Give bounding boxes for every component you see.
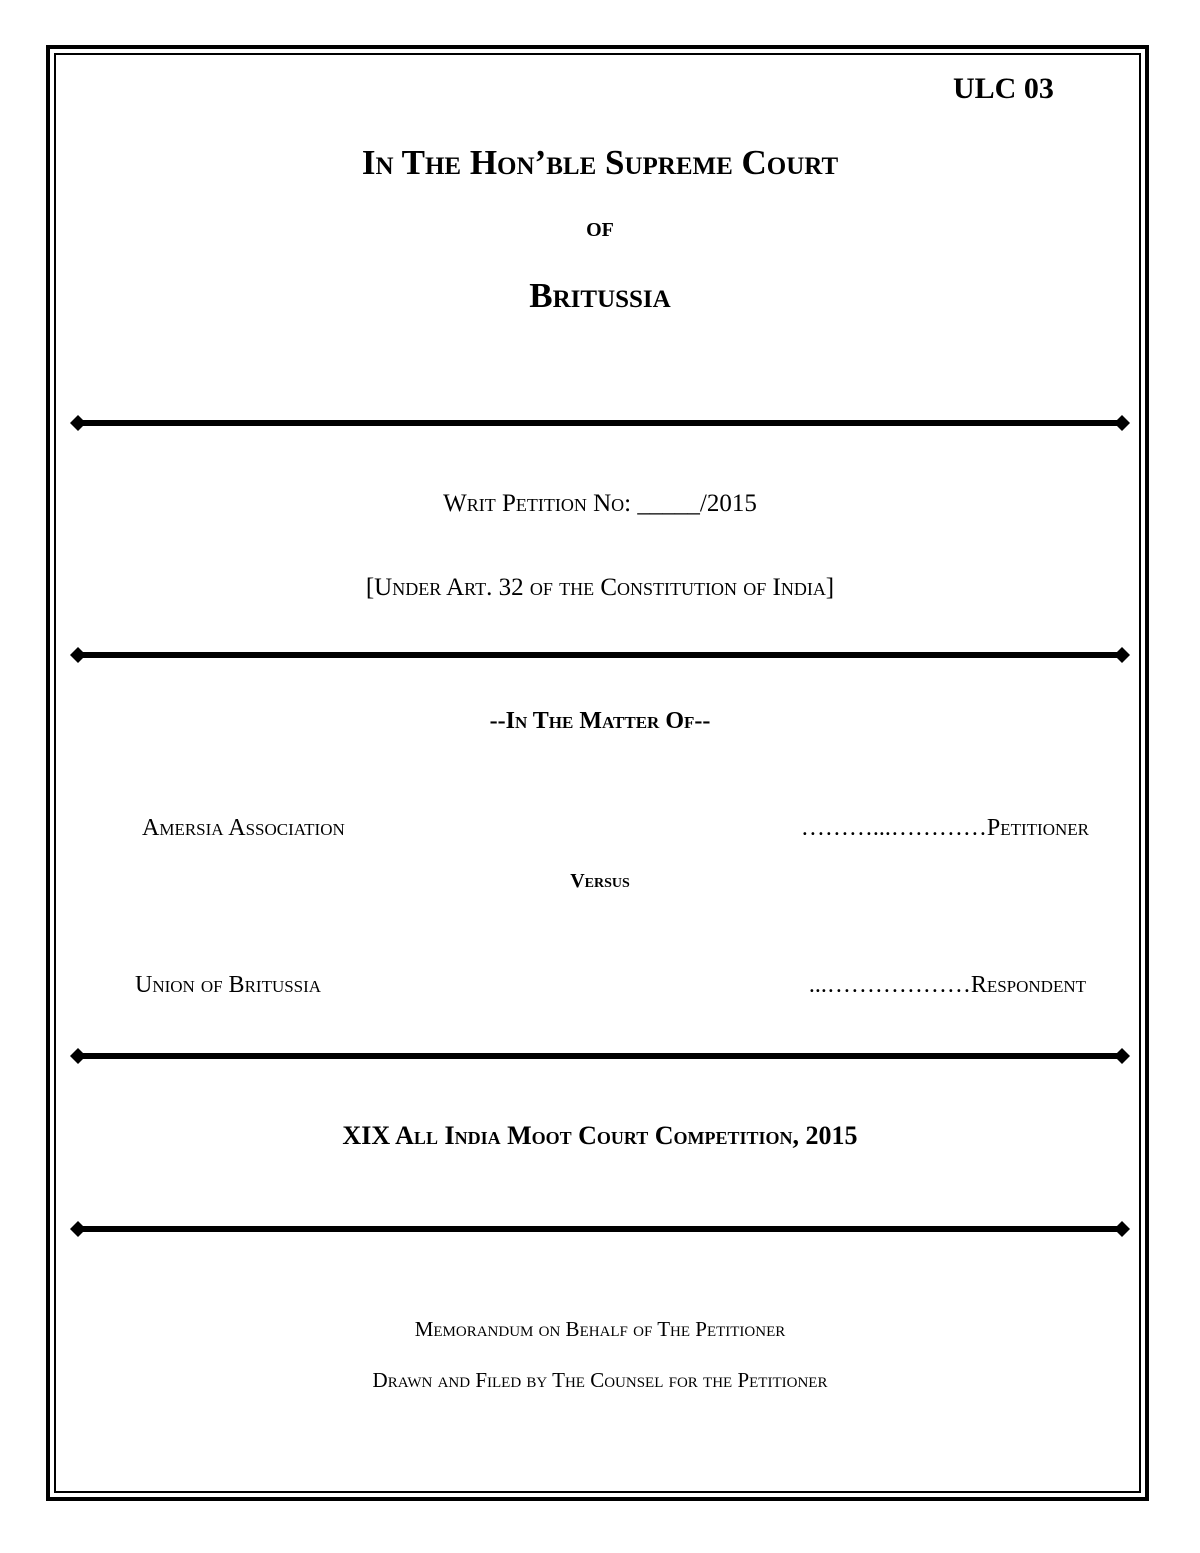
petitioner-designation: ………...…………Petitioner bbox=[800, 815, 1089, 841]
petition-number: Writ Petition No: _____/2015 bbox=[443, 490, 757, 517]
versus-label: Versus bbox=[570, 870, 630, 892]
competition-title: XIX All India Moot Court Competition, 2015 bbox=[342, 1121, 858, 1150]
respondent-designation: ...………………Respondent bbox=[808, 972, 1086, 998]
divider-rule-1 bbox=[70, 413, 1130, 433]
inner-border bbox=[54, 53, 1141, 1493]
team-code: ULC 03 bbox=[953, 72, 1054, 105]
court-country: Britussia bbox=[529, 276, 671, 315]
divider-rule-3 bbox=[70, 1046, 1130, 1066]
divider-rule-4 bbox=[70, 1219, 1130, 1239]
court-title: In The Hon’ble Supreme Court bbox=[361, 143, 839, 182]
petitioner-name: Amersia Association bbox=[142, 815, 345, 841]
drawn-by-line: Drawn and Filed by The Counsel for the Petitioner bbox=[372, 1368, 828, 1392]
divider-rule-2 bbox=[70, 645, 1130, 665]
respondent-name: Union of Britussia bbox=[135, 972, 322, 998]
constitutional-article: [Under Art. 32 of the Constitution of India] bbox=[365, 574, 835, 601]
memorandum-title: Memorandum on Behalf of The Petitioner bbox=[414, 1317, 786, 1341]
court-of: of bbox=[586, 211, 614, 243]
matter-heading: --In The Matter Of-- bbox=[489, 708, 711, 734]
